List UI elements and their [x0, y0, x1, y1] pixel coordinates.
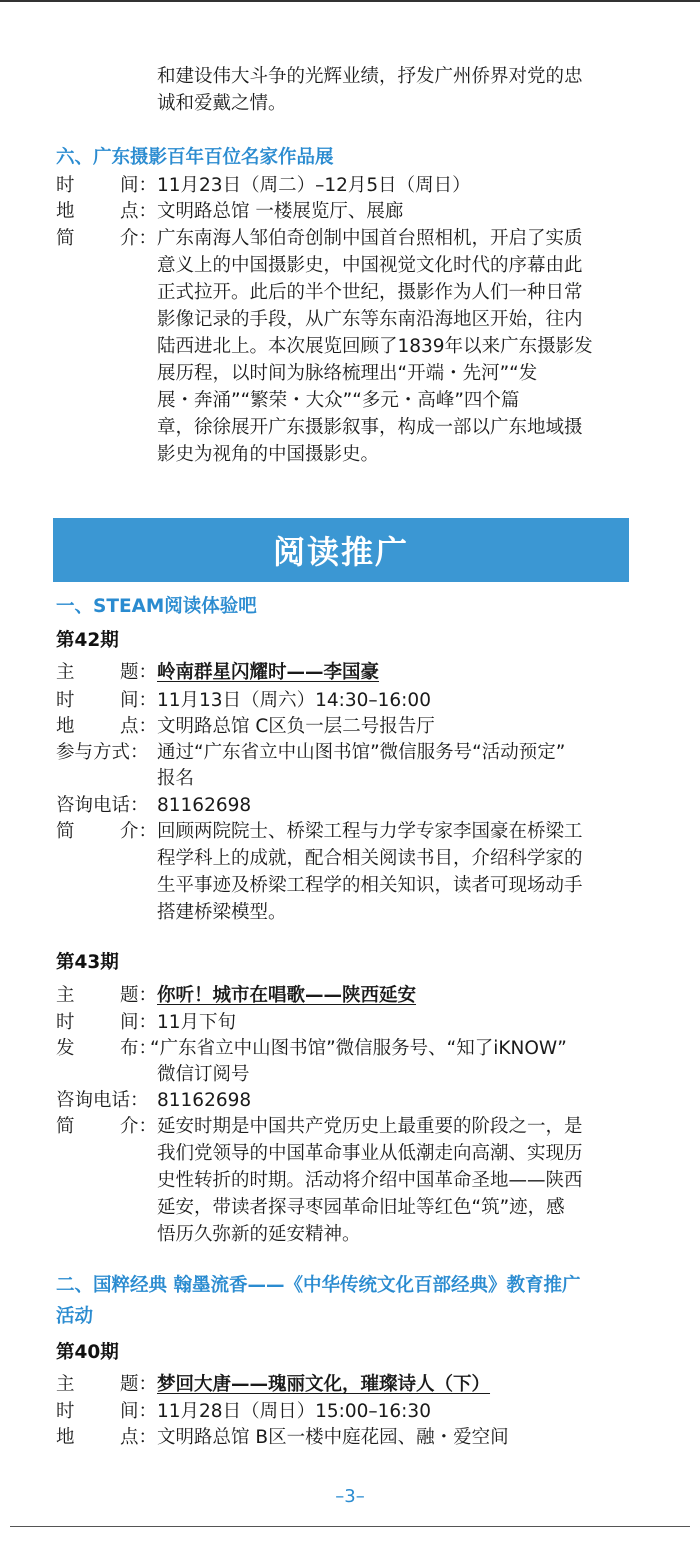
activity-intro-line: 我们党领导的中国革命事业从低潮走向高潮、实现历 — [157, 1143, 583, 1164]
publish-line: “广东省立中山图书馆”微信服务号、“知了iKNOW” — [150, 1038, 567, 1059]
intro-label: 简 介： — [56, 821, 157, 842]
section-heading-classics: 二、国粹经典 翰墨流香——《中华传统文化百部经典》教育推广 — [56, 1275, 581, 1296]
phone-label: 咨询电话： — [56, 1090, 149, 1111]
bottom-rule — [10, 1526, 690, 1527]
time-label: 时 间： — [56, 1401, 157, 1422]
intro-label: 简 介： — [56, 228, 157, 249]
section-banner — [53, 518, 629, 582]
section-heading-steam: 一、STEAM阅读体验吧 — [56, 596, 257, 617]
intro-label: 简 介： — [56, 1116, 157, 1137]
phone-value: 81162698 — [157, 1090, 252, 1111]
exhibit-intro-line: 章，徐徐展开广东摄影叙事，构成一部以广东地域摄 — [157, 417, 583, 438]
place-value: 文明路总馆 B区一楼中庭花园、融・爱空间 — [157, 1427, 509, 1448]
exhibit-intro-line: 展・奔涌”“繁荣・大众”“多元・高峰”四个篇 — [157, 390, 520, 411]
exhibit-intro-line: 陆西进北上。本次展览回顾了1839年以来广东摄影发 — [157, 336, 593, 357]
issue-number: 第42期 — [56, 630, 119, 651]
exhibit-intro-line: 广东南海人邹伯奇创制中国首台照相机，开启了实质 — [157, 228, 583, 249]
time-value: 11月23日（周二）–12月5日（周日） — [157, 175, 471, 196]
time-value: 11月下旬 — [157, 1012, 237, 1033]
activity-intro-line: 程学科上的成就，配合相关阅读书目，介绍科学家的 — [157, 848, 583, 869]
activity-intro-line: 搭建桥梁模型。 — [157, 902, 287, 923]
exhibit-intro-line: 影史为视角的中国摄影史。 — [157, 444, 380, 465]
place-label: 地 点： — [56, 201, 157, 222]
place-label: 地 点： — [56, 716, 157, 737]
topic-title: 你听！城市在唱歌——陕西延安 — [157, 985, 417, 1006]
place-label: 地 点： — [56, 1427, 157, 1448]
time-label: 时 间： — [56, 690, 157, 711]
section-heading-classics-cont: 活动 — [56, 1306, 94, 1327]
time-value: 11月28日（周日）15:00–16:30 — [157, 1401, 431, 1422]
exhibit-intro-line: 意义上的中国摄影史，中国视觉文化时代的序幕由此 — [157, 255, 583, 276]
exhibit-intro-line: 正式拉开。此后的半个世纪，摄影作为人们一种日常 — [157, 282, 583, 303]
activity-intro-line: 延安，带读者探寻枣园革命旧址等红色“筑”迹，感 — [157, 1197, 565, 1218]
top-rule — [0, 0, 700, 2]
section-heading-exhibit-6: 六、广东摄影百年百位名家作品展 — [56, 147, 334, 168]
activity-intro-line: 回顾两院院士、桥梁工程与力学专家李国豪在桥梁工 — [157, 821, 583, 842]
place-value: 文明路总馆 一楼展览厅、展廊 — [157, 201, 404, 222]
topic-label: 主 题： — [56, 985, 157, 1006]
activity-intro-line: 史性转折的时期。活动将介绍中国革命圣地——陕西 — [157, 1170, 583, 1191]
time-value: 11月13日（周六）14:30–16:00 — [157, 690, 431, 711]
phone-label: 咨询电话： — [56, 795, 149, 816]
topic-label: 主 题： — [56, 662, 157, 683]
activity-intro-line: 悟历久弥新的延安精神。 — [157, 1224, 361, 1245]
exhibit-intro-line: 展历程，以时间为脉络梳理出“开端・先河”“发 — [157, 363, 538, 384]
publish-label: 发 布： — [56, 1038, 157, 1059]
issue-number: 第40期 — [56, 1342, 119, 1363]
place-value: 文明路总馆 C区负一层二号报告厅 — [157, 716, 435, 737]
join-line: 通过“广东省立中山图书馆”微信服务号“活动预定” — [157, 742, 566, 763]
activity-intro-line: 延安时期是中国共产党历史上最重要的阶段之一，是 — [157, 1116, 583, 1137]
time-label: 时 间： — [56, 1012, 157, 1033]
time-label: 时 间： — [56, 175, 157, 196]
intro-line: 和建设伟大斗争的光辉业绩，抒发广州侨界对党的忠 — [157, 66, 583, 87]
banner-title: 阅读推广 — [272, 533, 409, 571]
join-line: 报名 — [157, 768, 195, 789]
exhibit-intro-line: 影像记录的手段，从广东等东南沿海地区开始，往内 — [157, 309, 583, 330]
intro-line: 诚和爱戴之情。 — [157, 93, 287, 114]
topic-label: 主 题： — [56, 1374, 157, 1395]
issue-number: 第43期 — [56, 952, 119, 973]
activity-intro-line: 生平事迹及桥梁工程学的相关知识，读者可现场动手 — [157, 875, 583, 896]
topic-title: 岭南群星闪耀时——李国豪 — [157, 662, 380, 683]
page-number: –3– — [335, 1486, 365, 1507]
publish-line: 微信订阅号 — [157, 1064, 250, 1085]
join-label: 参与方式： — [56, 742, 149, 763]
phone-value: 81162698 — [157, 795, 252, 816]
topic-title: 梦回大唐——瑰丽文化，璀璨诗人（下） — [157, 1374, 491, 1395]
